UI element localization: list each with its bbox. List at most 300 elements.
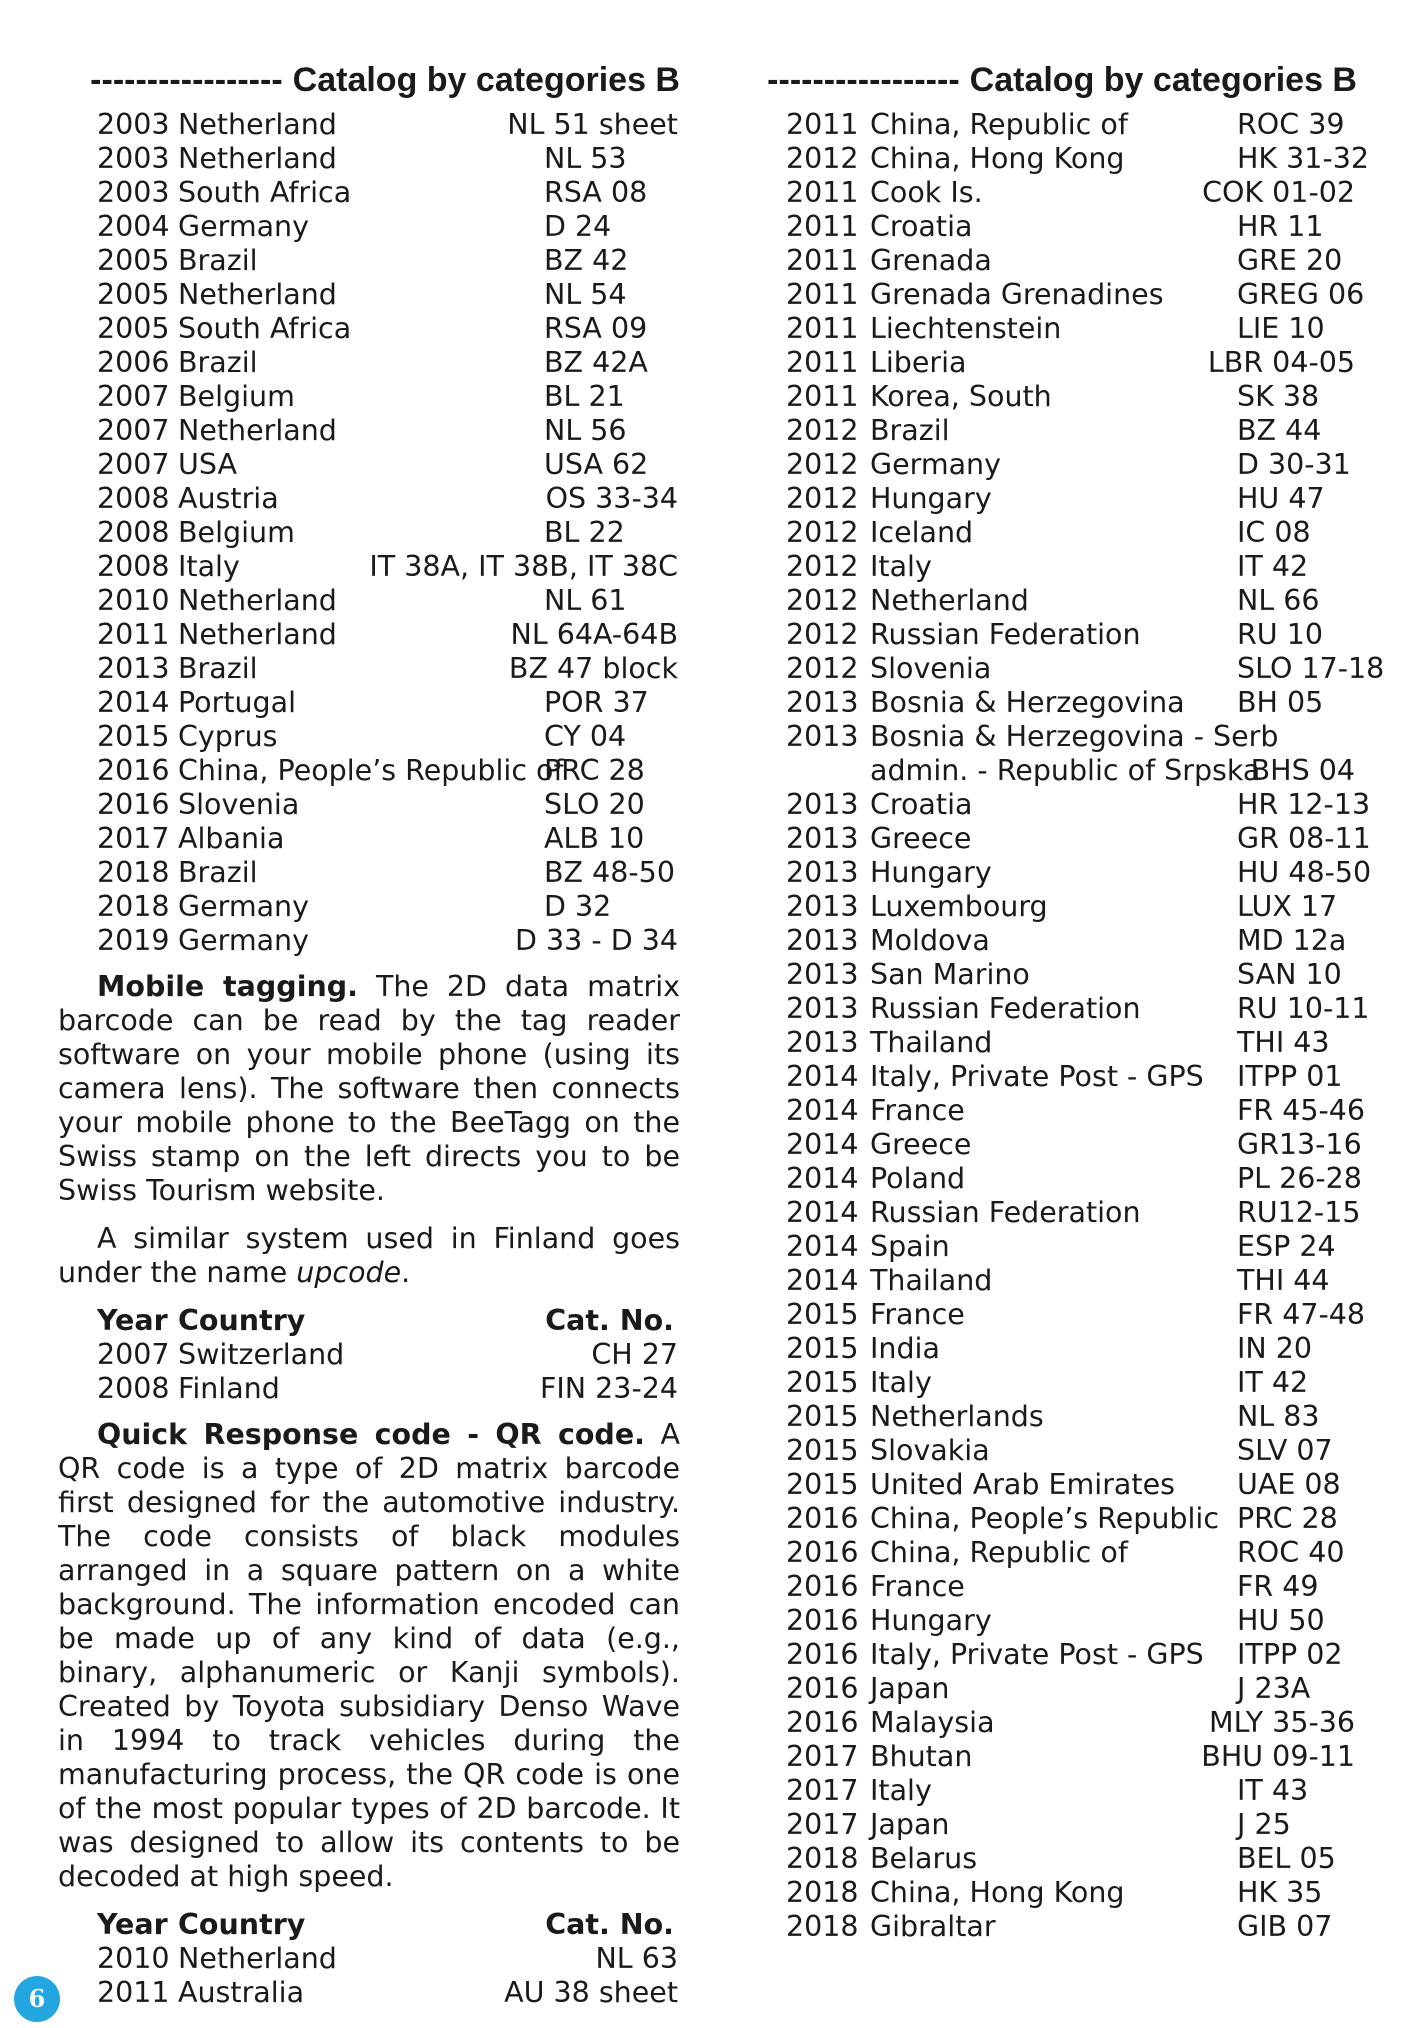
row-cat-no: NL 63 bbox=[595, 1942, 678, 1975]
table-row bbox=[58, 890, 680, 924]
row-country: Greece bbox=[870, 822, 972, 855]
right-column bbox=[735, 58, 1385, 1944]
row-year: 2005 bbox=[97, 312, 170, 345]
row-cat-no: BZ 44 bbox=[1237, 414, 1322, 447]
upcode-paragraph bbox=[58, 1222, 680, 1290]
row-year: 2017 bbox=[97, 822, 170, 855]
table-header-row bbox=[58, 1304, 680, 1338]
table-row bbox=[735, 176, 1357, 210]
row-cat-no: D 32 bbox=[544, 890, 612, 923]
row-country: Brazil bbox=[178, 856, 258, 889]
row-country: Brazil bbox=[870, 414, 950, 447]
row-year: 2013 bbox=[786, 686, 859, 719]
table-row bbox=[735, 1536, 1357, 1570]
table-row bbox=[58, 142, 680, 176]
row-year: 2014 bbox=[97, 686, 170, 719]
row-year: 2016 bbox=[786, 1502, 859, 1535]
row-cat-no: THI 44 bbox=[1237, 1264, 1330, 1297]
table-row bbox=[735, 448, 1357, 482]
row-year: 2007 bbox=[97, 414, 170, 447]
row-country: Thailand bbox=[870, 1264, 993, 1297]
row-year: 2019 bbox=[97, 924, 170, 957]
row-cat-no: BZ 48-50 bbox=[544, 856, 675, 889]
header-title: Catalog by categories B bbox=[292, 61, 680, 99]
row-country: Germany bbox=[178, 924, 309, 957]
row-cat-no: NL 66 bbox=[1237, 584, 1320, 617]
header-year: Year bbox=[97, 1304, 168, 1337]
table-row bbox=[735, 1638, 1357, 1672]
row-country: Italy bbox=[870, 1774, 932, 1807]
row-year: 2016 bbox=[97, 788, 170, 821]
row-year: 2015 bbox=[97, 720, 170, 753]
row-year: 2011 bbox=[97, 1976, 170, 2009]
page-number-badge: 6 bbox=[14, 1976, 60, 2022]
row-cat-no: BL 22 bbox=[544, 516, 625, 549]
table-row bbox=[58, 788, 680, 822]
row-cat-no: LBR 04-05 bbox=[1207, 346, 1355, 379]
header-cat-no: Cat. No. bbox=[545, 1908, 674, 1941]
qr-code-lead: Quick Response code - QR code. bbox=[97, 1418, 645, 1451]
mobile-tagging-lead: Mobile tagging. bbox=[97, 970, 358, 1003]
row-country: Italy, Private Post - GPS bbox=[870, 1060, 1204, 1093]
table-row bbox=[735, 1740, 1357, 1774]
row-country: Cook Is. bbox=[870, 176, 983, 209]
row-cat-no: BZ 42A bbox=[544, 346, 648, 379]
row-cat-no: NL 83 bbox=[1237, 1400, 1320, 1433]
upcode-text-after: . bbox=[401, 1256, 411, 1289]
row-cat-no: UAE 08 bbox=[1237, 1468, 1341, 1501]
row-year: 2011 bbox=[786, 210, 859, 243]
row-year: 2011 bbox=[97, 618, 170, 651]
table-row bbox=[735, 1196, 1361, 1230]
row-year: 2014 bbox=[786, 1162, 859, 1195]
row-year: 2008 bbox=[97, 1372, 170, 1405]
row-country: Bosnia & Herzegovina - Serb bbox=[870, 720, 1279, 753]
table-row bbox=[58, 176, 680, 210]
row-cat-no: HR 12-13 bbox=[1237, 788, 1371, 821]
qr-code-paragraph bbox=[58, 1418, 680, 1894]
row-year: 2005 bbox=[97, 244, 170, 277]
table-row bbox=[58, 822, 680, 856]
table-row bbox=[735, 1094, 1366, 1128]
table-row bbox=[735, 346, 1357, 380]
qr-code-text: A QR code is a type of 2D matrix barcode first designed for the automotive industry. The code consists of black modules arranged in a square pattern on a white background. The information encoded can be made up of any kind of data (e.g., binary, alphanumeric or Kanji symbols). Created by Toyota subsidiary Denso Wave in 1994 to track vehicles during the manufacturing process, the QR code is one of the most popular types of 2D barcode. It was designed to allow its contents to be decoded at high speed. bbox=[58, 1418, 680, 1893]
table-row bbox=[735, 142, 1369, 176]
row-country: Cyprus bbox=[178, 720, 278, 753]
row-year: 2013 bbox=[786, 822, 859, 855]
table-row bbox=[735, 1706, 1357, 1740]
table-row bbox=[735, 1400, 1357, 1434]
row-year: 2012 bbox=[786, 652, 859, 685]
row-cat-no: NL 64A-64B bbox=[510, 618, 678, 651]
row-cat-no: IT 42 bbox=[1237, 1366, 1309, 1399]
row-country: Brazil bbox=[178, 346, 258, 379]
table-row bbox=[735, 584, 1357, 618]
row-cat-no: ESP 24 bbox=[1237, 1230, 1336, 1263]
right-catalog-table bbox=[735, 108, 1385, 1944]
table-row bbox=[735, 1774, 1357, 1808]
row-country: Germany bbox=[870, 448, 1001, 481]
table-row bbox=[735, 822, 1371, 856]
row-cat-no: NL 54 bbox=[544, 278, 627, 311]
header-title: Catalog by categories B bbox=[969, 61, 1357, 99]
row-cat-no: PRC 28 bbox=[1237, 1502, 1338, 1535]
row-country: Japan bbox=[870, 1808, 950, 1841]
row-cat-no: PL 26-28 bbox=[1237, 1162, 1362, 1195]
row-country: Netherland bbox=[178, 142, 337, 175]
row-country: Grenada bbox=[870, 244, 992, 277]
row-country: Gibraltar bbox=[870, 1910, 996, 1943]
row-year: 2018 bbox=[786, 1876, 859, 1909]
header-dashes: ----------------- bbox=[90, 61, 283, 99]
row-country: Liechtenstein bbox=[870, 312, 1062, 345]
row-cat-no: J 23A bbox=[1237, 1672, 1311, 1705]
row-year: 2007 bbox=[97, 380, 170, 413]
row-cat-no: FR 49 bbox=[1237, 1570, 1319, 1603]
row-cat-no: D 30-31 bbox=[1237, 448, 1351, 481]
table-row bbox=[735, 1366, 1357, 1400]
row-country: Slovenia bbox=[178, 788, 300, 821]
row-year: 2012 bbox=[786, 618, 859, 651]
row-country: Italy bbox=[178, 550, 240, 583]
row-year: 2013 bbox=[786, 890, 859, 923]
table-row bbox=[735, 516, 1357, 550]
row-country: South Africa bbox=[178, 176, 352, 209]
row-cat-no: BZ 42 bbox=[544, 244, 629, 277]
row-cat-no: GR 08-11 bbox=[1237, 822, 1371, 855]
row-cat-no: RU 10 bbox=[1237, 618, 1323, 651]
row-cat-no: LIE 10 bbox=[1237, 312, 1325, 345]
row-cat-no: SK 38 bbox=[1237, 380, 1320, 413]
table-row bbox=[58, 516, 680, 550]
header-cat-no: Cat. No. bbox=[545, 1304, 674, 1337]
row-cat-no: HU 48-50 bbox=[1237, 856, 1372, 889]
table-row bbox=[58, 448, 680, 482]
table-row bbox=[58, 1372, 680, 1406]
table-row bbox=[58, 924, 680, 958]
table-row bbox=[58, 346, 680, 380]
header-country: Country bbox=[178, 1908, 306, 1941]
table-row bbox=[735, 890, 1357, 924]
row-year: 2014 bbox=[786, 1094, 859, 1127]
row-country: Croatia bbox=[870, 210, 973, 243]
row-cat-no: COK 01-02 bbox=[1202, 176, 1355, 209]
row-country: Thailand bbox=[870, 1026, 993, 1059]
row-year: 2016 bbox=[786, 1706, 859, 1739]
row-country: Slovakia bbox=[870, 1434, 990, 1467]
row-cat-no: LUX 17 bbox=[1237, 890, 1338, 923]
row-country: Belgium bbox=[178, 380, 295, 413]
row-year: 2012 bbox=[786, 482, 859, 515]
row-cat-no: FIN 23-24 bbox=[540, 1372, 678, 1405]
row-cat-no: BEL 05 bbox=[1237, 1842, 1336, 1875]
row-country: Hungary bbox=[870, 1604, 992, 1637]
table-row bbox=[58, 244, 680, 278]
row-cat-no: GIB 07 bbox=[1237, 1910, 1333, 1943]
row-year: 2015 bbox=[786, 1366, 859, 1399]
row-year: 2014 bbox=[786, 1128, 859, 1161]
row-year: 2016 bbox=[786, 1638, 859, 1671]
row-year: 2008 bbox=[97, 482, 170, 515]
row-cat-no: BL 21 bbox=[544, 380, 625, 413]
row-cat-no: D 24 bbox=[544, 210, 612, 243]
row-cat-no: OS 33-34 bbox=[545, 482, 678, 515]
table-row bbox=[735, 754, 1357, 788]
row-year: 2011 bbox=[786, 312, 859, 345]
row-year: 2008 bbox=[97, 550, 170, 583]
table-row bbox=[735, 1808, 1357, 1842]
row-year: 2003 bbox=[97, 108, 170, 141]
table-header-row bbox=[58, 1908, 680, 1942]
row-country: Netherland bbox=[870, 584, 1029, 617]
table-row bbox=[58, 550, 680, 584]
row-cat-no: RSA 08 bbox=[544, 176, 648, 209]
row-year: 2012 bbox=[786, 516, 859, 549]
table-row bbox=[735, 1060, 1357, 1094]
table-row bbox=[58, 754, 680, 788]
row-cat-no: GRE 20 bbox=[1237, 244, 1343, 277]
table-row bbox=[735, 1264, 1357, 1298]
row-year: 2007 bbox=[97, 1338, 170, 1371]
row-cat-no: MLY 35-36 bbox=[1209, 1706, 1355, 1739]
row-year: 2015 bbox=[786, 1434, 859, 1467]
row-country: Grenada Grenadines bbox=[870, 278, 1164, 311]
row-cat-no: MD 12a bbox=[1237, 924, 1347, 957]
row-cat-no: FR 45-46 bbox=[1237, 1094, 1366, 1127]
row-country: Austria bbox=[178, 482, 279, 515]
row-year: 2005 bbox=[97, 278, 170, 311]
row-country: Russian Federation bbox=[870, 992, 1141, 1025]
table-row bbox=[735, 108, 1357, 142]
row-country: Greece bbox=[870, 1128, 972, 1161]
table-row bbox=[735, 924, 1357, 958]
table-row bbox=[735, 312, 1357, 346]
row-year: 2015 bbox=[786, 1332, 859, 1365]
table-row bbox=[58, 482, 680, 516]
row-cat-no: SLO 20 bbox=[544, 788, 645, 821]
row-cat-no: ROC 40 bbox=[1237, 1536, 1345, 1569]
row-country: France bbox=[870, 1570, 965, 1603]
row-country: Hungary bbox=[870, 482, 992, 515]
row-year: 2003 bbox=[97, 176, 170, 209]
row-year: 2018 bbox=[786, 1910, 859, 1943]
row-country: Netherland bbox=[178, 1942, 337, 1975]
row-country: South Africa bbox=[178, 312, 352, 345]
table-row bbox=[735, 720, 1357, 754]
row-year: 2013 bbox=[786, 720, 859, 753]
left-catalog-table bbox=[58, 108, 680, 958]
row-country: Netherland bbox=[178, 414, 337, 447]
row-country: Croatia bbox=[870, 788, 973, 821]
table-row bbox=[58, 686, 680, 720]
row-cat-no: THI 43 bbox=[1237, 1026, 1330, 1059]
row-country: China, Republic of bbox=[870, 108, 1128, 141]
row-year: 2013 bbox=[786, 992, 859, 1025]
table-row bbox=[735, 1604, 1357, 1638]
row-year: 2006 bbox=[97, 346, 170, 379]
row-cat-no: HU 50 bbox=[1237, 1604, 1325, 1637]
row-cat-no: IN 20 bbox=[1237, 1332, 1313, 1365]
mobile-tagging-paragraph bbox=[58, 970, 680, 1208]
table-row bbox=[735, 1910, 1357, 1944]
row-country: Germany bbox=[178, 210, 309, 243]
row-cat-no: ITPP 01 bbox=[1237, 1060, 1343, 1093]
row-year: 2011 bbox=[786, 346, 859, 379]
row-country: Spain bbox=[870, 1230, 950, 1263]
row-year: 2012 bbox=[786, 448, 859, 481]
row-country: USA bbox=[178, 448, 237, 481]
table-row bbox=[735, 1570, 1357, 1604]
row-country: Portugal bbox=[178, 686, 297, 719]
row-cat-no: IT 42 bbox=[1237, 550, 1309, 583]
left-column bbox=[58, 58, 680, 2010]
table-row bbox=[58, 618, 680, 652]
row-country: China, People’s Republic of bbox=[178, 754, 564, 787]
table-row bbox=[58, 108, 680, 142]
row-cat-no: POR 37 bbox=[544, 686, 649, 719]
row-year: 2015 bbox=[786, 1400, 859, 1433]
qr-table bbox=[58, 1908, 680, 2010]
row-cat-no: HK 31-32 bbox=[1237, 142, 1369, 175]
row-cat-no: RSA 09 bbox=[544, 312, 648, 345]
row-cat-no: SAN 10 bbox=[1237, 958, 1342, 991]
upcode-text-before: A similar system used in Finland goes under the name bbox=[58, 1222, 680, 1289]
row-cat-no: NL 53 bbox=[544, 142, 627, 175]
row-year: 2017 bbox=[786, 1808, 859, 1841]
row-year: 2014 bbox=[786, 1060, 859, 1093]
table-row bbox=[735, 1468, 1357, 1502]
table-row bbox=[58, 584, 680, 618]
row-cat-no: IC 08 bbox=[1237, 516, 1311, 549]
row-year: 2015 bbox=[786, 1468, 859, 1501]
row-country: Switzerland bbox=[178, 1338, 345, 1371]
row-cat-no: USA 62 bbox=[544, 448, 649, 481]
row-country: Italy bbox=[870, 1366, 932, 1399]
row-year: 2010 bbox=[97, 1942, 170, 1975]
row-cat-no: PRC 28 bbox=[544, 754, 645, 787]
table-row bbox=[735, 550, 1357, 584]
row-cat-no: ALB 10 bbox=[544, 822, 645, 855]
row-cat-no: HR 11 bbox=[1237, 210, 1324, 243]
header-year: Year bbox=[97, 1908, 168, 1941]
row-year: 2016 bbox=[786, 1570, 859, 1603]
table-row bbox=[735, 1026, 1357, 1060]
row-year: 2012 bbox=[786, 414, 859, 447]
row-cat-no: ITPP 02 bbox=[1237, 1638, 1343, 1671]
row-country: Albania bbox=[178, 822, 285, 855]
table-row bbox=[735, 788, 1371, 822]
row-country: Netherland bbox=[178, 618, 337, 651]
row-year: 2016 bbox=[786, 1604, 859, 1637]
row-country: Japan bbox=[870, 1672, 950, 1705]
table-row bbox=[58, 1942, 680, 1976]
row-cat-no: CH 27 bbox=[591, 1338, 678, 1371]
row-country: Liberia bbox=[870, 346, 967, 379]
row-country: Slovenia bbox=[870, 652, 992, 685]
row-country: Belgium bbox=[178, 516, 295, 549]
upcode-italic: upcode bbox=[296, 1256, 402, 1289]
row-cat-no: ROC 39 bbox=[1237, 108, 1345, 141]
row-cat-no: D 33 - D 34 bbox=[515, 924, 678, 957]
row-country: Iceland bbox=[870, 516, 974, 549]
row-country: Poland bbox=[870, 1162, 966, 1195]
table-row bbox=[735, 1298, 1366, 1332]
row-year: 2013 bbox=[786, 788, 859, 821]
row-country: United Arab Emirates bbox=[870, 1468, 1175, 1501]
row-year: 2011 bbox=[786, 380, 859, 413]
row-country: Malaysia bbox=[870, 1706, 995, 1739]
row-cat-no: RU 10-11 bbox=[1237, 992, 1370, 1025]
row-country: Italy bbox=[870, 550, 932, 583]
row-country: India bbox=[870, 1332, 940, 1365]
upcode-table bbox=[58, 1304, 680, 1406]
row-year: 2010 bbox=[97, 584, 170, 617]
row-year: 2018 bbox=[97, 890, 170, 923]
row-year: 2011 bbox=[786, 108, 859, 141]
row-year: 2011 bbox=[786, 176, 859, 209]
table-row bbox=[735, 244, 1357, 278]
row-cat-no: NL 51 sheet bbox=[507, 108, 678, 141]
row-year: 2007 bbox=[97, 448, 170, 481]
row-country: Luxembourg bbox=[870, 890, 1048, 923]
row-country: Finland bbox=[178, 1372, 280, 1405]
row-year: 2013 bbox=[786, 1026, 859, 1059]
right-column-header bbox=[735, 58, 1357, 102]
row-year: 2016 bbox=[97, 754, 170, 787]
row-year: 2014 bbox=[786, 1264, 859, 1297]
row-year: 2004 bbox=[97, 210, 170, 243]
row-year: 2011 bbox=[786, 244, 859, 277]
table-row bbox=[735, 992, 1370, 1026]
table-row bbox=[735, 482, 1357, 516]
row-country: San Marino bbox=[870, 958, 1030, 991]
table-row bbox=[735, 1128, 1362, 1162]
table-row bbox=[735, 1672, 1357, 1706]
row-country: China, Republic of bbox=[870, 1536, 1128, 1569]
table-row bbox=[735, 1332, 1357, 1366]
row-year: 2011 bbox=[786, 278, 859, 311]
row-cat-no: CY 04 bbox=[544, 720, 627, 753]
row-cat-no: BH 05 bbox=[1237, 686, 1324, 719]
mobile-tagging-text: The 2D data matrix barcode can be read by the tag reader software on your mobile phone (using its camera lens). The software then connects your mobile phone to the BeeTagg on the Swiss stamp on the left directs you to be Swiss Tourism website. bbox=[58, 970, 681, 1207]
table-row bbox=[735, 1230, 1357, 1264]
table-row bbox=[58, 856, 680, 890]
table-row bbox=[58, 720, 680, 754]
table-row bbox=[58, 652, 680, 686]
row-country: Brazil bbox=[178, 244, 258, 277]
row-cat-no: IT 43 bbox=[1237, 1774, 1309, 1807]
row-country: France bbox=[870, 1298, 965, 1331]
row-year: 2008 bbox=[97, 516, 170, 549]
row-country: Netherlands bbox=[870, 1400, 1044, 1433]
table-row bbox=[735, 1434, 1357, 1468]
row-country: Belarus bbox=[870, 1842, 978, 1875]
row-country: Australia bbox=[178, 1976, 305, 2009]
row-country: admin. - Republic of Srpska bbox=[870, 754, 1261, 787]
row-cat-no: RU12-15 bbox=[1237, 1196, 1361, 1229]
row-year: 2012 bbox=[786, 142, 859, 175]
table-row bbox=[735, 652, 1385, 686]
header-country: Country bbox=[178, 1304, 306, 1337]
row-cat-no: BZ 47 block bbox=[508, 652, 678, 685]
row-country: Netherland bbox=[178, 584, 337, 617]
row-year: 2013 bbox=[786, 924, 859, 957]
row-year: 2013 bbox=[786, 958, 859, 991]
row-year: 2018 bbox=[786, 1842, 859, 1875]
row-country: China, Hong Kong bbox=[870, 1876, 1125, 1909]
row-year: 2015 bbox=[786, 1298, 859, 1331]
row-year: 2013 bbox=[786, 856, 859, 889]
